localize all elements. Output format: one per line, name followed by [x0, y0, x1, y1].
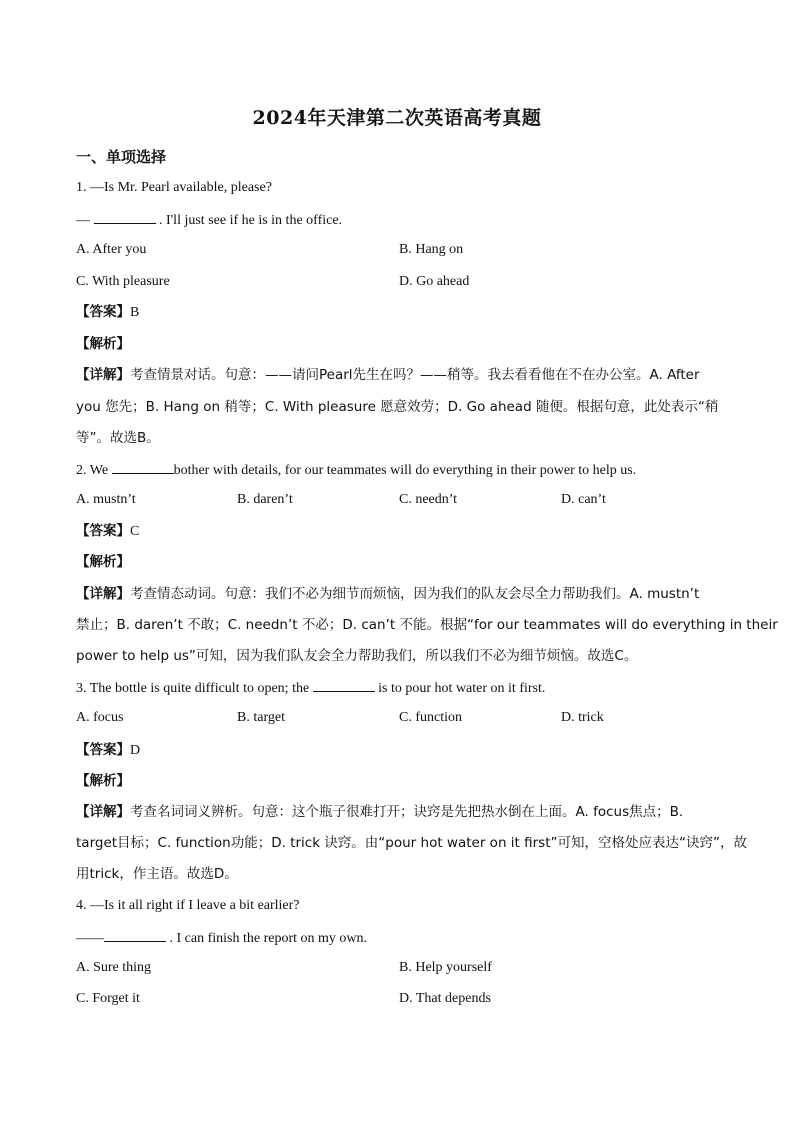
q4-option-b: B. Help yourself — [399, 960, 492, 975]
q2-option-a: A. mustn’t — [76, 492, 136, 507]
detail-text: 考查情态动词。句意：我们不必为细节而烦恼，因为我们的队友会尽全力帮助我们。A. mustn’t — [130, 586, 700, 602]
q3-stem-rest: is to pour hot water on it first. — [374, 681, 546, 696]
q3-analysis-tag: 【解析】 — [76, 773, 130, 789]
q4-dash: —— — [76, 931, 104, 946]
q3-stem-start: 3. The bottle is quite difficult to open; the — [76, 681, 313, 696]
q1-stem-line1: 1. —Is Mr. Pearl available, please? — [76, 180, 272, 195]
answer-value: C — [130, 524, 140, 539]
q1-option-c: C. With pleasure — [76, 274, 170, 289]
detail-tag: 【详解】 — [76, 804, 130, 820]
q3-stem — [76, 677, 722, 699]
q2-option-b: B. daren’t — [237, 492, 293, 507]
q2-stem-rest: bother with details, for our teammates will do everything in their power to help us. — [173, 463, 637, 478]
answer-blank — [94, 209, 156, 224]
q2-option-d: D. can’t — [561, 492, 606, 507]
q1-detail-line2: you 您先；B. Hang on 稍等；C. With pleasure 愿意效劳；D. Go ahead 随便。根据句意，此处表示“稍 — [76, 399, 719, 415]
answer-tag: 【答案】 — [76, 304, 130, 320]
answer-value: D — [130, 743, 141, 758]
q3-option-d: D. trick — [561, 710, 604, 725]
q4-option-d: D. That depends — [399, 991, 491, 1006]
q1-option-d: D. Go ahead — [399, 274, 470, 289]
q1-detail-line3: 等”。故选B。 — [76, 430, 160, 446]
q3-option-c: C. function — [399, 710, 462, 725]
q4-stem-line2 — [76, 927, 722, 949]
q4-option-c: C. Forget it — [76, 991, 140, 1006]
detail-text: 考查名词词义辨析。句意：这个瓶子很难打开；诀窍是先把热水倒在上面。A. focus焦点；B. — [130, 804, 684, 820]
q2-answer — [76, 521, 722, 542]
q3-detail-line3: 用trick，作主语。故选D。 — [76, 866, 238, 882]
q2-detail-line1 — [76, 584, 722, 605]
section-heading: 一、单项选择 — [76, 148, 167, 166]
detail-text: 考查情景对话。句意：——请问Pearl先生在吗？——稍等。我去看看他在不在办公室。A. After — [130, 367, 700, 383]
q1-option-b: B. Hang on — [399, 242, 464, 257]
q3-option-b: B. target — [237, 710, 285, 725]
answer-blank — [112, 459, 174, 474]
q3-option-a: A. focus — [76, 710, 124, 725]
answer-blank — [104, 927, 166, 942]
q1-analysis-tag: 【解析】 — [76, 336, 130, 352]
q3-answer — [76, 740, 722, 761]
q2-stem-start: 2. We — [76, 463, 112, 478]
q2-stem — [76, 459, 722, 481]
q3-detail-line2: target目标；C. function功能；D. trick 诀窍。由“pour hot water on it first”可知，空格处应表达“诀窍”，故 — [76, 835, 747, 851]
answer-blank — [313, 677, 375, 692]
document-title: 2024年天津第二次英语高考真题 — [252, 107, 542, 129]
q4-option-a: A. Sure thing — [76, 960, 152, 975]
q1-dash: — — [76, 213, 94, 228]
answer-tag: 【答案】 — [76, 523, 130, 539]
q4-stem-line1: 4. —Is it all right if I leave a bit earlier? — [76, 898, 300, 913]
q4-stem-rest: . I can finish the report on my own. — [166, 931, 368, 946]
q2-detail-line2: 禁止；B. daren’t 不敢；C. needn’t 不必；D. can’t 不能。根据“for our teammates will do everything in their — [76, 617, 778, 633]
q1-detail-line1 — [76, 365, 722, 386]
q1-answer — [76, 302, 722, 323]
q1-option-a: A. After you — [76, 242, 147, 257]
detail-tag: 【详解】 — [76, 367, 130, 383]
q2-option-c: C. needn’t — [399, 492, 458, 507]
q2-analysis-tag: 【解析】 — [76, 554, 130, 570]
answer-value: B — [130, 305, 140, 320]
q3-detail-line1 — [76, 802, 722, 823]
answer-tag: 【答案】 — [76, 742, 130, 758]
q1-stem-line2 — [76, 209, 722, 231]
q2-detail-line3: power to help us”可知，因为我们队友会全力帮助我们，所以我们不必为细节烦恼。故选C。 — [76, 648, 638, 664]
q1-stem-rest: . I'll just see if he is in the office. — [155, 213, 343, 228]
detail-tag: 【详解】 — [76, 586, 130, 602]
